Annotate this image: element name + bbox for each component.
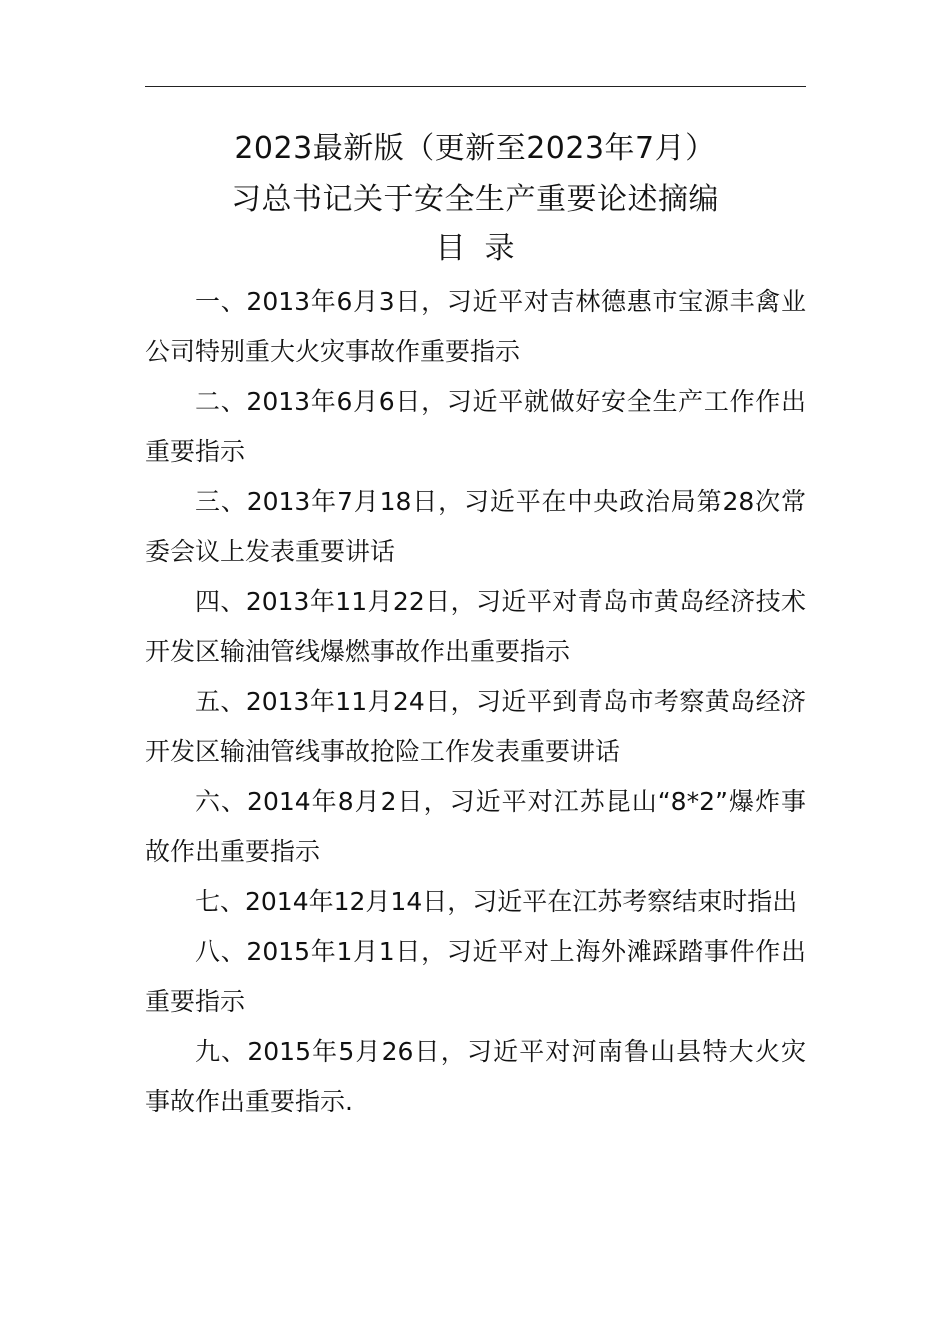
toc-entry-1: 一、2013年6月3日，习近平对吉林德惠市宝源丰禽业公司特别重大火灾事故作重要指示 xyxy=(145,287,806,366)
toc-entry-8: 八、2015年1月1日，习近平对上海外滩踩踏事件作出重要指示 xyxy=(145,937,806,1016)
toc-entry-3: 三、2013年7月18日，习近平在中央政治局第28次常委会议上发表重要讲话 xyxy=(145,487,806,566)
toc-entry-9: 九、2015年5月26日，习近平对河南鲁山县特大火灾事故作出重要指示. xyxy=(145,1037,806,1116)
toc-entry-2: 二、2013年6月6日，习近平就做好安全生产工作作出重要指示 xyxy=(145,387,806,466)
toc-entry-6: 六、2014年8月2日，习近平对江苏昆山“8*2”爆炸事故作出重要指示 xyxy=(145,787,806,866)
toc-entry-5: 五、2013年11月24日，习近平到青岛市考察黄岛经济开发区输油管线事故抢险工作发表重要讲话 xyxy=(145,687,806,766)
toc-entry-7: 七、2014年12月14日，习近平在江苏考察结束时指出 xyxy=(195,887,798,916)
toc-entry-4: 四、2013年11月22日，习近平对青岛市黄岛经济技术开发区输油管线爆燃事故作出重要指示 xyxy=(145,587,806,666)
header-rule xyxy=(145,86,806,87)
document-title-line-2: 习总书记关于安全生产重要论述摘编 xyxy=(231,182,719,217)
document-title-line-1: 2023最新版（更新至2023年7月） xyxy=(234,131,716,166)
toc-heading: 目 录 xyxy=(435,231,515,266)
table-of-contents xyxy=(145,277,806,1127)
